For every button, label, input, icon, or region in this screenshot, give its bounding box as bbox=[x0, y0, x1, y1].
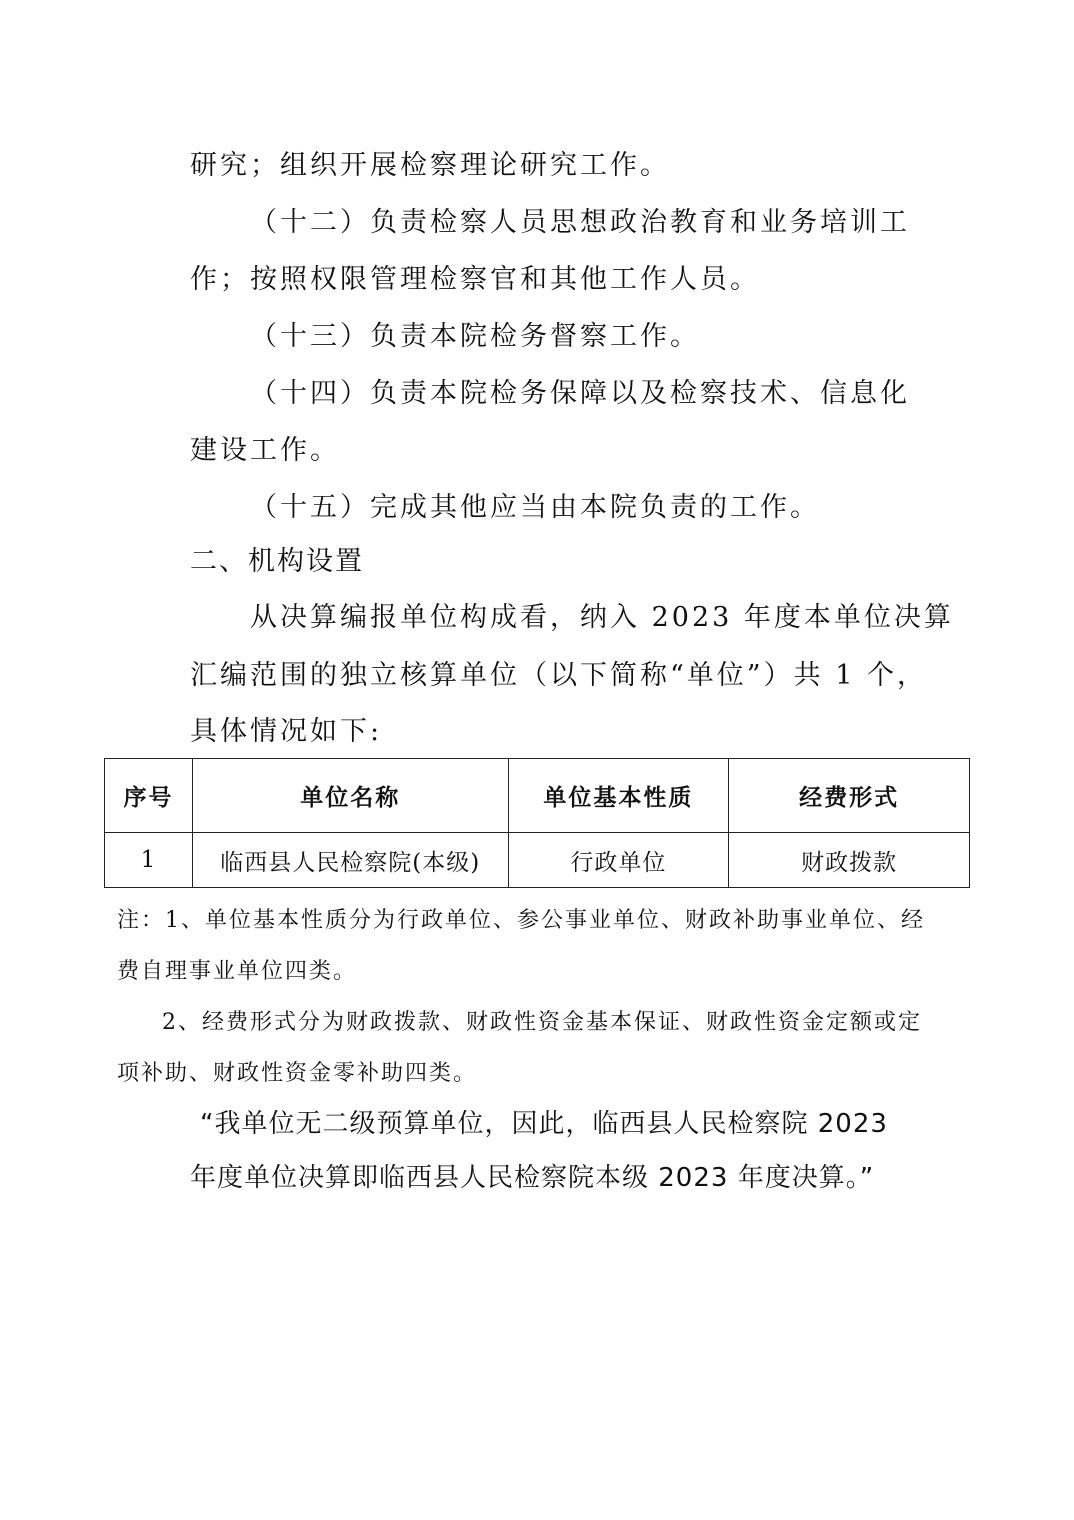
table-header-row bbox=[105, 759, 970, 833]
body-line-6: 建设工作。 bbox=[190, 435, 340, 466]
unit-table bbox=[104, 758, 970, 888]
quote-line-2: 年度单位决算即临西县人民检察院本级 2023 年度决算。” bbox=[190, 1163, 875, 1193]
body-line-7: （十五）完成其他应当由本院负责的工作。 bbox=[250, 492, 820, 523]
table-header-cell: 序号 bbox=[105, 759, 193, 833]
note-2-line-1: 2、经费形式分为财政拨款、财政性资金基本保证、财政性资金定额或定 bbox=[162, 1010, 922, 1035]
body-line-5: （十四）负责本院检务保障以及检察技术、信息化 bbox=[250, 378, 910, 409]
table-cell: 1 bbox=[105, 833, 193, 888]
body-line-2: （十二）负责检察人员思想政治教育和业务培训工 bbox=[250, 207, 910, 238]
table-header-cell: 经费形式 bbox=[729, 759, 970, 833]
intro-line-3: 具体情况如下: bbox=[190, 716, 383, 747]
body-line-4: （十三）负责本院检务督察工作。 bbox=[250, 321, 700, 352]
table-cell: 行政单位 bbox=[508, 833, 729, 888]
quote-line-1: “我单位无二级预算单位，因此，临西县人民检察院 2023 bbox=[200, 1109, 888, 1139]
body-line-1: 研究；组织开展检察理论研究工作。 bbox=[190, 150, 670, 181]
table-row bbox=[105, 833, 970, 888]
section-heading: 二、机构设置 bbox=[190, 546, 364, 577]
table-header-cell: 单位基本性质 bbox=[508, 759, 729, 833]
table-cell: 财政拨款 bbox=[729, 833, 970, 888]
table-header-cell: 单位名称 bbox=[192, 759, 508, 833]
intro-line-2: 汇编范围的独立核算单位（以下简称“单位”）共 1 个， bbox=[190, 660, 927, 691]
note-1-line-2: 费自理事业单位四类。 bbox=[117, 959, 358, 984]
intro-line-1: 从决算编报单位构成看，纳入 2023 年度本单位决算 bbox=[250, 602, 954, 633]
note-1-line-1: 注：1、单位基本性质分为行政单位、参公事业单位、财政补助事业单位、经 bbox=[117, 908, 925, 933]
body-line-3: 作；按照权限管理检察官和其他工作人员。 bbox=[190, 264, 760, 295]
table-cell: 临西县人民检察院(本级) bbox=[192, 833, 508, 888]
note-2-line-2: 项补助、财政性资金零补助四类。 bbox=[117, 1061, 478, 1086]
